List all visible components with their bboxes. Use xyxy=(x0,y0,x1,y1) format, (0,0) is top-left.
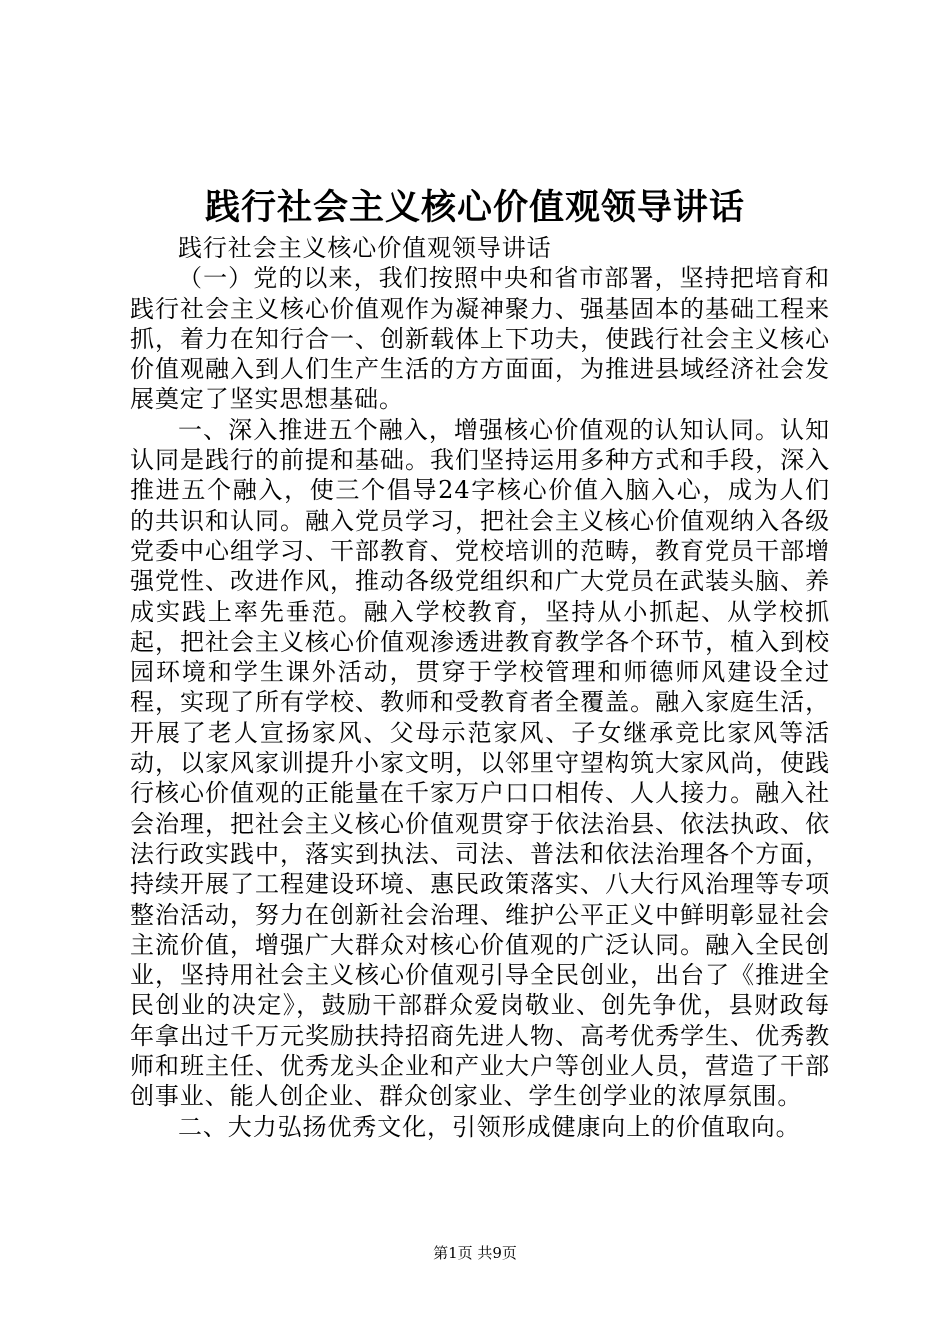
page-footer: 第1页 共9页 xyxy=(433,1244,517,1262)
paragraph-section-two: 二、大力弘扬优秀文化，引领形成健康向上的价值取向。 xyxy=(178,1112,801,1141)
document-title: 践行社会主义核心价值观领导讲话 xyxy=(204,187,745,228)
paragraph-intro: （一）党的以来，我们按照中央和省市部署，坚持把培育和践行社会主义核心价值观作为凝神聚力、强基固本的基础工程来抓，着力在知行合一、创新载体上下功夫，使践行社会主义核心价值观融入到人们生产生活的方方面面，为推进县域经济社会发展奠定了坚实思想基础。 xyxy=(130,264,830,414)
document-body xyxy=(130,233,830,1142)
paragraph-section-one: 一、深入推进五个融入，增强核心价值观的认知认同。认知认同是践行的前提和基础。我们坚持运用多种方式和手段，深入推进五个融入，使三个倡导24字核心价值入脑入心，成为人们的共识和认同。融入党员学习，把社会主义核心价值观纳入各级党委中心组学习、干部教育、党校培训的范畴，教育党员干部增强党性、改进作风，推动各级党组织和广大党员在武装头脑、养成实践上率先垂范。融入学校教育，坚持从小抓起、从学校抓起，把社会主义核心价值观渗透进教育教学各个环节，植入到校园环境和学生课外活动，贯穿于学校管理和师德师风建设全过程，实现了所有学校、教师和受教育者全覆盖。融入家庭生活，开展了老人宣扬家风、父母示范家风、子女继承竞比家风等活动，以家风家训提升小家文明，以邻里守望构筑大家风尚，使践行核心价值观的正能量在千家万户口口相传、人人接力。融入社会治理，把社会主义核心价值观贯穿于依法治县、依法执政、依法行政实践中，落实到执法、司法、普法和依法治理各个方面，持续开展了工程建设环境、惠民政策落实、八大行风治理等专项整治活动，努力在创新社会治理、维护公平正义中鲜明彰显社会主流价值，增强广大群众对核心价值观的广泛认同。融入全民创业，坚持用社会主义核心价值观引导全民创业，出台了《推进全民创业的决定》，鼓励干部群众爱岗敬业、创先争优，县财政每年拿出过千万元奖励扶持招商先进人物、高考优秀学生、优秀教师和班主任、优秀龙头企业和产业大户等创业人员，营造了干部创事业、能人创企业、群众创家业、学生创学业的浓厚氛围。 xyxy=(130,415,830,1111)
paragraph-subtitle: 践行社会主义核心价值观领导讲话 xyxy=(178,234,552,262)
